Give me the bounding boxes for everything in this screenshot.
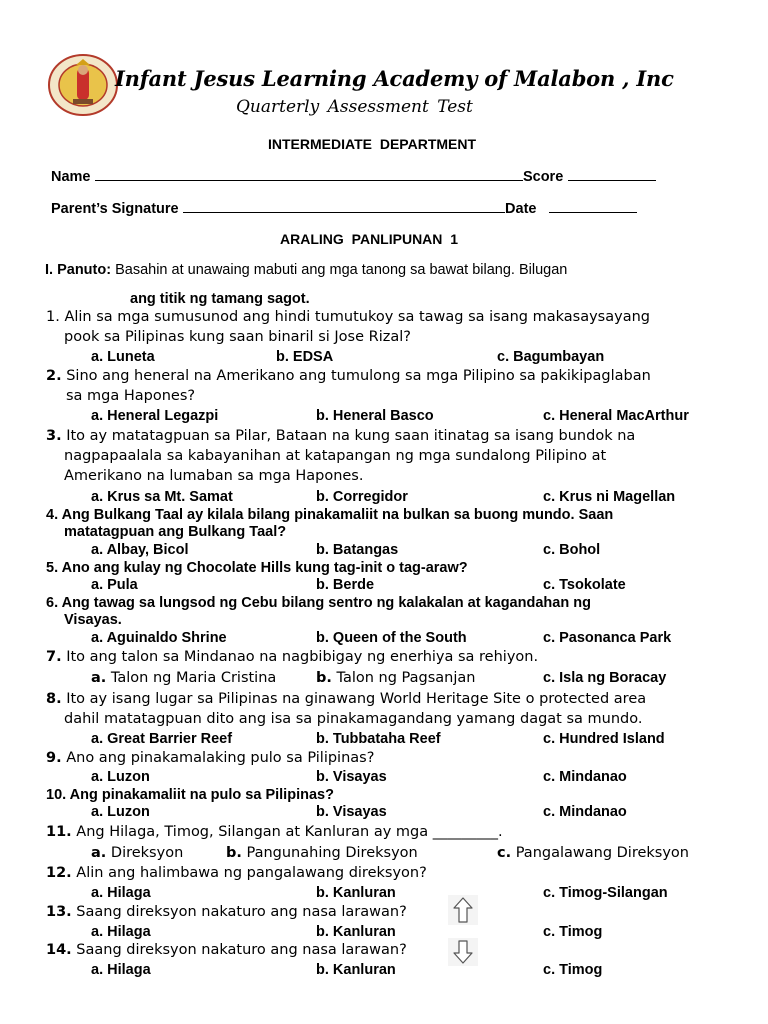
q13-option-a[interactable]: a. Hilaga [91,924,151,940]
q9-option-a[interactable]: a. Luzon [91,769,150,785]
q2-option-b[interactable]: b. Heneral Basco [316,408,434,424]
q13-option-c[interactable]: c. Timog [543,924,603,940]
instructions-text-1: Basahin at unawaing mabuti ang mga tanong sa bawat bilang. Bilugan [115,262,568,278]
instructions-label: I. Panuto: [45,262,112,278]
down-arrow-picture [448,938,478,966]
q7-option-c[interactable]: c. Isla ng Boracay [543,670,667,686]
q9-option-c[interactable]: c. Mindanao [543,769,627,785]
score-field[interactable] [568,168,656,181]
signature-field[interactable] [183,200,505,213]
q5-option-a[interactable]: a. Pula [91,577,138,593]
q10-option-a[interactable]: a. Luzon [91,804,150,820]
q1-option-b[interactable]: b. EDSA [276,349,334,365]
date-label: Date [505,201,537,217]
q12-option-a[interactable]: a. Hilaga [91,885,151,901]
q1-option-c[interactable]: c. Bagumbayan [497,349,605,365]
q9-option-b[interactable]: b. Visayas [316,769,387,785]
q4-option-a[interactable]: a. Albay, Bicol [91,542,189,558]
q10-option-c[interactable]: c. Mindanao [543,804,627,820]
q10-option-b[interactable]: b. Visayas [316,804,387,820]
q5-option-c[interactable]: c. Tsokolate [543,577,626,593]
q11-option-c[interactable]: c. Pangalawang Direksyon [497,845,689,861]
q4-option-b[interactable]: b. Batangas [316,542,399,558]
question-3-line-2: nagpapaalala sa kabayanihan at katapangan ng mga sundalong Pilipino at [64,448,607,464]
q2-option-c[interactable]: c. Heneral MacArthur [543,408,689,424]
subject-title: ARALING PANLIPUNAN 1 [280,231,459,247]
q5-option-b[interactable]: b. Berde [316,577,375,593]
question-10: 10. Ang pinakamaliit na pulo sa Pilipinas? [46,787,334,803]
question-1: 1. Alin sa mga sumusunod ang hindi tumutukoy sa tawag sa isang makasaysayang [46,309,650,325]
question-7: 7. Ito ang talon sa Mindanao na nagbibigay ng enerhiya sa rehiyon. [46,649,539,665]
question-12: 12. Alin ang halimbawa ng pangalawang direksyon? [46,865,427,881]
score-label: Score [522,169,564,185]
school-logo [47,53,119,117]
q6-option-a[interactable]: a. Aguinaldo Shrine [91,630,227,646]
q12-option-b[interactable]: b. Kanluran [316,885,396,901]
q12-option-c[interactable]: c. Timog-Silangan [543,885,668,901]
signature-label: Parent’s Signature [51,201,179,217]
question-2: 2. Sino ang heneral na Amerikano ang tumulong sa mga Pilipino sa pakikipaglaban [46,368,651,384]
question-14: 14. Saang direksyon nakaturo ang nasa larawan? [46,942,407,958]
question-6: 6. Ang tawag sa lungsod ng Cebu bilang sentro ng kalakalan at kagandahan ng [46,595,591,611]
signature-row [51,200,637,218]
q14-option-b[interactable]: b. Kanluran [316,962,396,978]
question-6-line-2: Visayas. [64,612,122,628]
q6-option-c[interactable]: c. Pasonanca Park [543,630,672,646]
q7-option-b[interactable]: b. Talon ng Pagsanjan [316,670,476,686]
question-1-line-2: pook sa Pilipinas kung saan binaril si Jose Rizal? [64,329,411,345]
instructions-line-2: ang titik ng tamang sagot. [130,291,310,307]
q7-option-a[interactable]: a. Talon ng Maria Cristina [91,670,277,686]
school-name: Infant Jesus Learning Academy of Malabon , Inc [115,66,674,91]
test-title: Quarterly Assessment Test [236,97,473,117]
question-13: 13. Saang direksyon nakaturo ang nasa larawan? [46,904,407,920]
q2-option-a[interactable]: a. Heneral Legazpi [91,408,219,424]
q11-option-b[interactable]: b. Pangunahing Direksyon [226,845,418,861]
q6-option-b[interactable]: b. Queen of the South [316,630,467,646]
q14-option-a[interactable]: a. Hilaga [91,962,151,978]
question-4: 4. Ang Bulkang Taal ay kilala bilang pinakamaliit na bulkan sa buong mundo. Saan [46,507,614,523]
question-5: 5. Ano ang kulay ng Chocolate Hills kung tag-init o tag-araw? [46,560,468,576]
q4-option-c[interactable]: c. Bohol [543,542,601,558]
question-4-line-2: matatagpuan ang Bulkang Taal? [64,524,287,540]
up-arrow-icon [448,895,478,925]
instructions-line-1 [45,262,567,278]
up-arrow-picture [448,895,478,925]
question-11: 11. Ang Hilaga, Timog, Silangan at Kanluran ay mga _________. [46,824,503,840]
question-8-line-2: dahil matatagpuan dito ang isa sa pinakamagandang yamang dagat sa mundo. [64,711,643,727]
q8-option-c[interactable]: c. Hundred Island [543,731,665,747]
question-2-line-2: sa mga Hapones? [66,388,196,404]
question-8: 8. Ito ay isang lugar sa Pilipinas na ginawang World Heritage Site o protected area [46,691,647,707]
q3-option-b[interactable]: b. Corregidor [316,489,408,505]
question-3-line-3: Amerikano na lumaban sa mga Hapones. [64,468,364,484]
name-label: Name [51,169,91,185]
q3-option-c[interactable]: c. Krus ni Magellan [543,489,676,505]
q1-option-a[interactable]: a. Luneta [91,349,155,365]
date-field[interactable] [549,200,637,213]
question-9: 9. Ano ang pinakamalaking pulo sa Pilipinas? [46,750,375,766]
q14-option-c[interactable]: c. Timog [543,962,603,978]
name-row [51,168,656,186]
q3-option-a[interactable]: a. Krus sa Mt. Samat [91,489,233,505]
q8-option-a[interactable]: a. Great Barrier Reef [91,731,233,747]
down-arrow-icon [448,938,478,966]
q13-option-b[interactable]: b. Kanluran [316,924,396,940]
name-field[interactable] [95,168,523,181]
q8-option-b[interactable]: b. Tubbataha Reef [316,731,441,747]
department-title: INTERMEDIATE DEPARTMENT [268,136,477,152]
q11-option-a[interactable]: a. Direksyon [91,845,184,861]
question-3: 3. Ito ay matatagpuan sa Pilar, Bataan na kung saan itinatag sa isang bundok na [46,428,636,444]
